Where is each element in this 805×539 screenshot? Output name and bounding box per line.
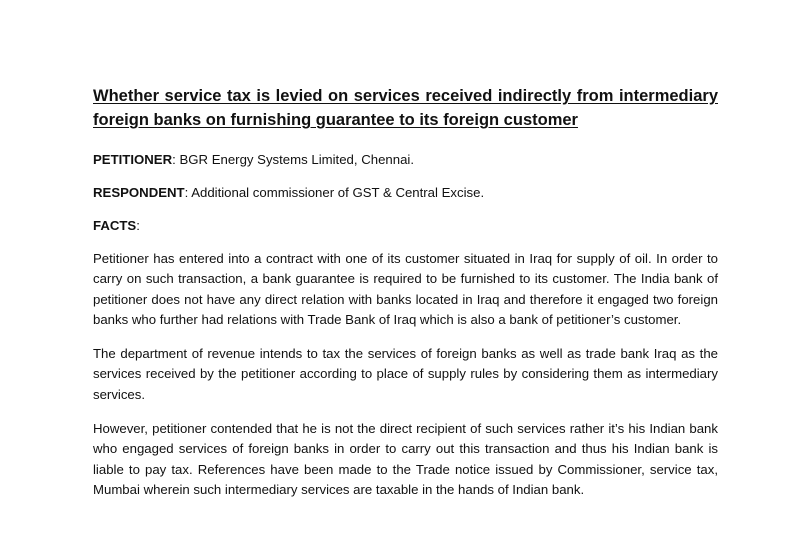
facts-heading — [93, 216, 718, 235]
respondent-label: RESPONDENT — [93, 185, 185, 200]
facts-paragraph-2: The department of revenue intends to tax the services of foreign banks as well as trade bank Iraq as the services received by the petitioner according to place of supply rules by considering them as intermediary services. — [93, 346, 718, 402]
facts-label: FACTS — [93, 218, 137, 233]
facts-paragraph-3: However, petitioner contended that he is not the direct recipient of such services rather it’s his Indian bank who engaged services of foreign banks in order to carry out this transaction and thus his Indian bank is liable to pay tax. References have been made to the Trade notice issued by Commissioner, service tax, Mumbai wherein such intermediary services are taxable in the hands of Indian bank. — [93, 421, 718, 497]
petitioner-value: : BGR Energy Systems Limited, Chennai. — [172, 152, 415, 167]
facts-paragraph-1: Petitioner has entered into a contract with one of its customer situated in Iraq for supply of oil. In order to carry on such transaction, a bank guarantee is required to be furnished to its customer. The India bank of petitioner does not have any direct relation with banks located in Iraq and therefore it engaged two foreign banks who further had relations with Trade Bank of Iraq which is also a bank of petitioner’s customer. — [93, 251, 718, 327]
petitioner-line — [93, 150, 718, 169]
document-title: Whether service tax is levied on services received indirectly from intermediary foreign banks on furnishing guarantee to its foreign customer — [93, 87, 718, 129]
document-page — [93, 84, 718, 514]
respondent-value: : Additional commissioner of GST & Central Excise. — [184, 185, 485, 200]
petitioner-label: PETITIONER — [93, 152, 173, 167]
facts-suffix: : — [136, 218, 140, 233]
respondent-line — [93, 183, 718, 202]
